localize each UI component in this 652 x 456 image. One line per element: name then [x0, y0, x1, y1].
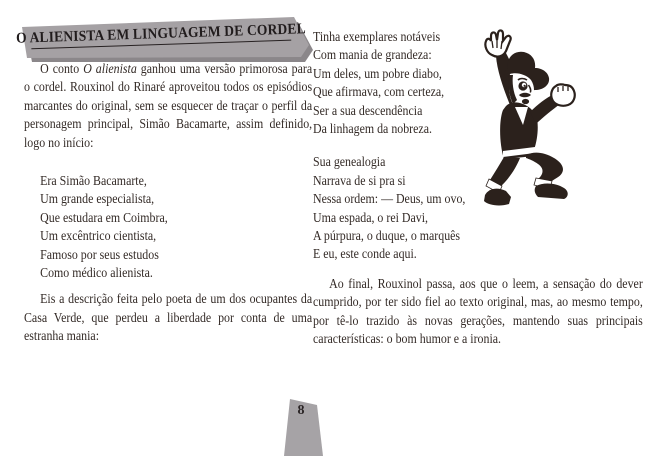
verse-line: Nessa ordem: — Deus, um ovo,: [313, 192, 466, 208]
verse-line: Era Simão Bacamarte,: [40, 174, 147, 190]
verse-line: Que estudara em Coimbra,: [40, 210, 168, 226]
stanza-bacamarte: [40, 173, 312, 283]
verse-line: E eu, este conde aqui.: [313, 247, 417, 263]
verse-line: Narrava de si pra si: [313, 173, 406, 189]
paragraph-intro-start: O conto: [40, 62, 84, 77]
verse-line: A púrpura, o duque, o marquês: [313, 229, 461, 245]
paragraph-casa-verde: Eis a descrição feita pelo poeta de um dos ocupantes da Casa Verde, que perdeu a liberdade por conta de uma estranha mania:: [24, 292, 313, 345]
right-column: [313, 29, 643, 350]
verse-line: Sua genealogia: [313, 155, 386, 171]
stanza-genealogia: [313, 154, 643, 264]
page-number-tab: [282, 396, 326, 456]
verse-line: Um excêntrico cientista,: [40, 229, 157, 245]
verse-line: Um grande especialista,: [40, 192, 155, 208]
work-title-italic: O alienista: [83, 62, 137, 77]
verse-line: Como médico alienista.: [40, 266, 153, 282]
verse-line: Com mania de grandeza:: [313, 48, 432, 64]
stanza-grandeza: [313, 29, 643, 139]
verse-line: Ser a sua descendência: [313, 103, 423, 119]
page-number: 8: [297, 403, 305, 418]
verse-line: Um deles, um pobre diabo,: [313, 66, 442, 82]
paragraph-intro: [24, 61, 312, 153]
left-column: [24, 61, 312, 347]
verse-line: Da linhagem da nobreza.: [313, 122, 432, 138]
dancing-man-illustration: [482, 28, 582, 210]
paragraph-intro-rest: ganhou uma versão primorosa para o cordel. Rouxinol do Rinaré aproveitou todos os episódios marcantes do original, sem se esquecer de traçar o perfil da personagem principal, Simão Bacamarte, assim definido, logo no início:: [24, 62, 313, 151]
title-banner: [14, 12, 314, 64]
paragraph-conclusion: Ao final, Rouxinol passa, aos que o leem, a sensação do dever cumprido, por ter sido fiel ao texto original, mas, ao mesmo tempo, por tê-lo trazido às novas gerações, mantendo suas principais características: o bom humor e a ironia.: [313, 276, 643, 348]
verse-line: Famoso por seus estudos: [40, 247, 159, 263]
page-title: O ALIENISTA EM LINGUAGEM DE CORDEL: [15, 21, 307, 47]
verse-line: Tinha exemplares notáveis: [313, 30, 441, 45]
verse-line: Uma espada, o rei Davi,: [313, 210, 429, 226]
verse-line: Que afirmava, com certeza,: [313, 85, 445, 101]
